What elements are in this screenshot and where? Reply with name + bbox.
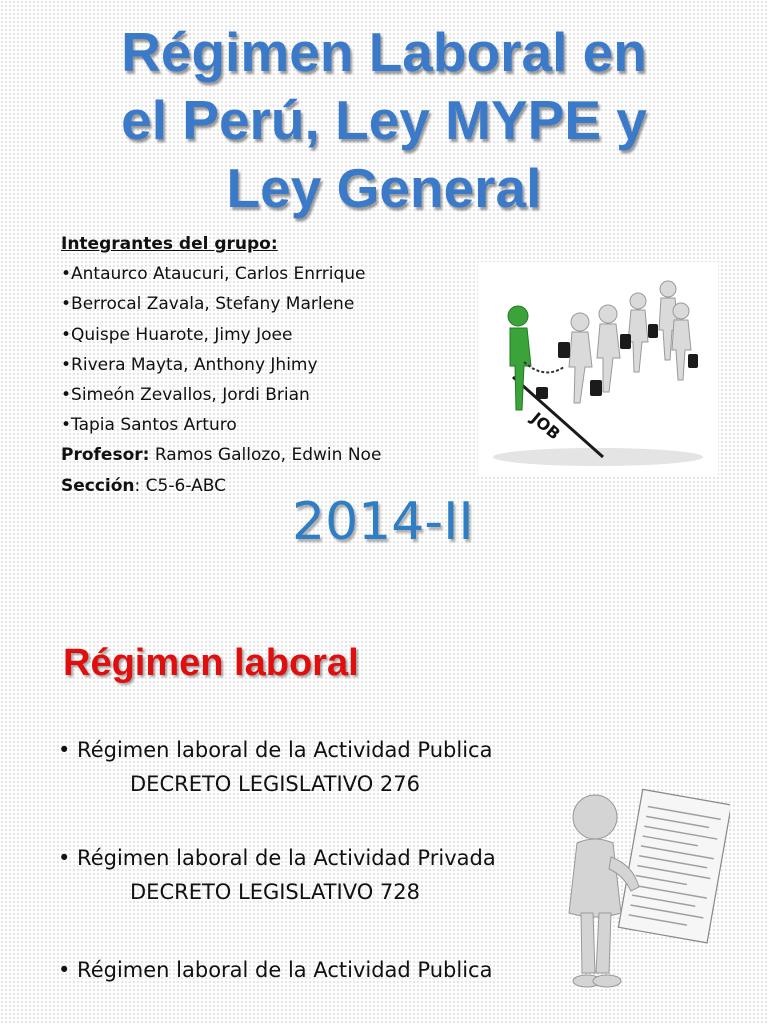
document-figure-illustration (555, 785, 730, 1024)
title-line-2: el Perú, Ley MYPE y (121, 89, 647, 151)
list-item: • Régimen laboral de la Actividad Publica (58, 738, 493, 762)
member-item: •Antaurco Ataucuri, Carlos Enrrique (61, 264, 366, 285)
group-info (61, 229, 381, 501)
job-race-illustration (478, 262, 718, 477)
title-line-1: Régimen Laboral en (121, 21, 647, 83)
list-item: • Régimen laboral de la Actividad Publica (58, 958, 493, 982)
regimen-list (58, 736, 496, 984)
job-label: JOB (527, 408, 564, 444)
group-heading: Integrantes del grupo: (61, 234, 278, 254)
section-title: Régimen laboral (63, 642, 359, 684)
member-item: •Tapia Santos Arturo (61, 415, 237, 436)
member-item: •Quispe Huarote, Jimy Joee (61, 324, 293, 345)
figure-holding-document-icon (555, 785, 730, 1024)
professor-name: Ramos Gallozo, Edwin Noe (149, 445, 382, 466)
section-value: : C5-6-ABC (134, 475, 226, 496)
member-item: •Simeón Zevallos, Jordi Brian (61, 384, 310, 405)
member-item: •Rivera Mayta, Anthony Jhimy (61, 354, 318, 375)
list-item: • Régimen laboral de la Actividad Privada (58, 846, 496, 870)
job-race-figures-icon (478, 262, 718, 477)
section-label: Sección (61, 475, 135, 496)
slide-regimen-laboral (0, 600, 768, 1024)
professor-label: Profesor: (61, 445, 150, 466)
title-line-3: Ley General (226, 157, 542, 219)
list-item-sub: DECRETO LEGISLATIVO 276 (130, 772, 420, 796)
professor-line (61, 440, 381, 470)
year-label: 2014-II (292, 492, 474, 552)
member-item: •Berrocal Zavala, Stefany Marlene (61, 294, 355, 315)
list-item-sub: DECRETO LEGISLATIVO 728 (130, 880, 420, 904)
presentation-title (0, 18, 768, 222)
